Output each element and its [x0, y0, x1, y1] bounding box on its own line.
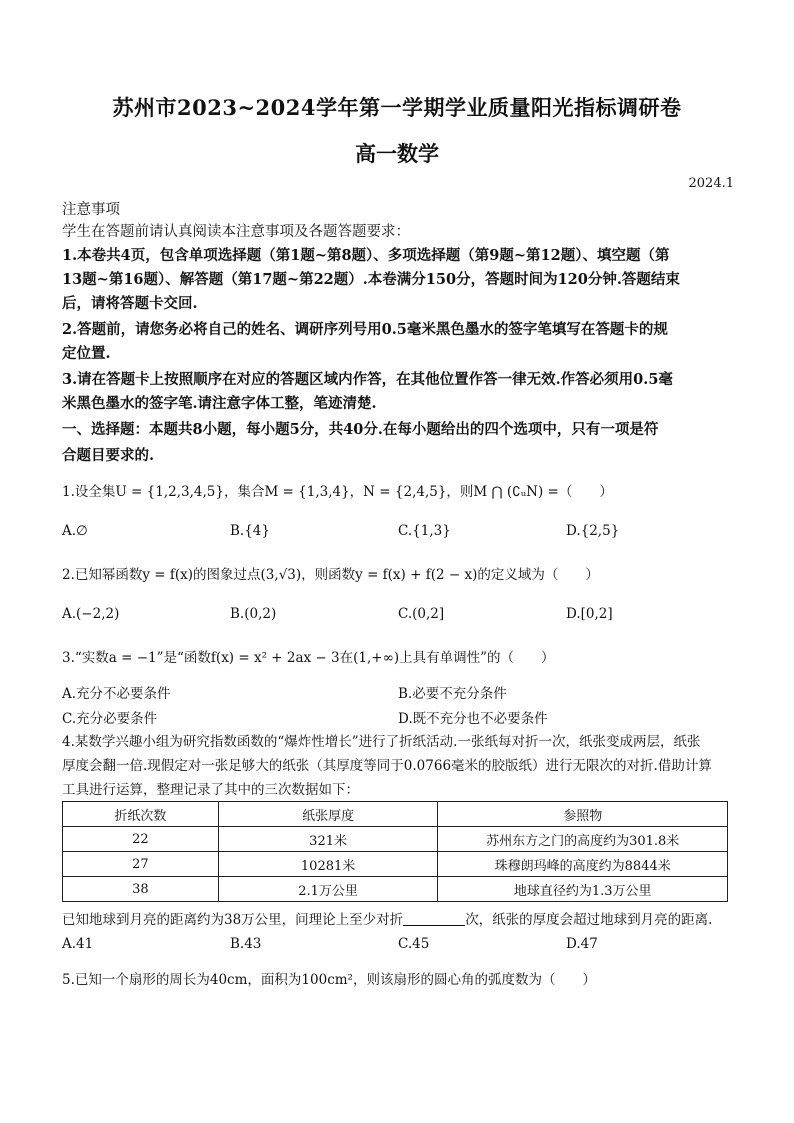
question-1-stem: 1.设全集U = {1,2,3,4,5}，集合M = {1,3,4}，N = {2,4,5}，则M ⋂ (∁ᵤN) =（ ）	[62, 484, 613, 500]
table-header-row	[63, 802, 728, 827]
exam-date: 2024.1	[688, 176, 734, 191]
q2-option-a: A.(−2,2)	[62, 606, 120, 622]
q3-option-b: B.必要不充分条件	[398, 686, 507, 702]
table-cell: 10281米	[218, 852, 438, 877]
q4-option-a: A.41	[62, 936, 94, 952]
question-5-stem: 5.已知一个扇形的周长为40cm，面积为100cm²，则该扇形的圆心角的弧度数为（ ）	[62, 972, 596, 988]
notice-item-1-line-2: 13题~第16题）、解答题（第17题~第22题）.本卷满分150分，答题时间为120分钟.答题结束	[62, 271, 680, 288]
question-4-line-3: 工具进行运算，整理记录了其中的三次数据如下：	[62, 782, 359, 798]
notice-heading: 注意事项	[62, 202, 120, 218]
q2-option-c: C.(0,2]	[398, 606, 445, 622]
exam-subtitle: 高一数学	[355, 141, 439, 166]
exam-title: 苏州市2023~2024学年第一学期学业质量阳光指标调研卷	[112, 95, 682, 120]
answer-blank	[403, 911, 465, 926]
table-row	[63, 852, 728, 877]
table-cell: 珠穆朗玛峰的高度约为8844米	[438, 852, 728, 877]
table-cell: 321米	[218, 827, 438, 852]
table-header-cell: 参照物	[438, 802, 728, 827]
q4-option-c: C.45	[398, 936, 430, 952]
q1-option-c: C.{1,3}	[398, 523, 451, 539]
question-4-followup-pre: 已知地球到月亮的距离约为38万公里，问理论上至少对折	[62, 912, 404, 928]
q2-option-b: B.(0,2)	[230, 606, 277, 622]
notice-item-2-line-2: 定位置.	[62, 345, 111, 362]
table-cell: 38	[63, 877, 219, 902]
question-4-line-1: 4.某数学兴趣小组为研究指数函数的“爆炸性增长”进行了折纸活动.一张纸每对折一次，纸张变成两层，纸张	[62, 734, 701, 750]
question-2-stem: 2.已知幂函数y = f(x)的图象过点(3,√3)，则函数y = f(x) + f(2 − x)的定义域为（ ）	[62, 567, 599, 583]
folding-data-table	[62, 801, 728, 902]
notice-intro: 学生在答题前请认真阅读本注意事项及各题答题要求：	[62, 224, 410, 240]
question-4-followup	[62, 910, 734, 930]
notice-item-1-line-1: 1.本卷共4页，包含单项选择题（第1题~第8题）、多项选择题（第9题~第12题）、填空题（第	[62, 247, 670, 264]
q2-option-d: D.[0,2]	[566, 606, 613, 622]
notice-item-3-line-1: 3.请在答题卡上按照顺序在对应的答题区域内作答，在其他位置作答一律无效.作答必须用0.5毫	[62, 371, 673, 388]
question-3-stem: 3.“实数a = −1”是“函数f(x) = x² + 2ax − 3在(1,+∞)上具有单调性”的（ ）	[62, 650, 555, 666]
q1-option-d: D.{2,5}	[566, 523, 620, 539]
notice-item-1-line-3: 后，请将答题卡交回.	[62, 295, 198, 312]
q1-option-b: B.{4}	[230, 523, 270, 539]
q1-option-a: A.∅	[62, 523, 88, 539]
q3-option-c: C.充分必要条件	[62, 711, 158, 727]
table-cell: 苏州东方之门的高度约为301.8米	[438, 827, 728, 852]
notice-item-3-line-2: 米黑色墨水的签字笔.请注意字体工整，笔迹清楚.	[62, 395, 377, 412]
table-header-cell: 纸张厚度	[218, 802, 438, 827]
q3-option-a: A.充分不必要条件	[62, 686, 171, 702]
table-header-cell: 折纸次数	[63, 802, 219, 827]
q3-option-d: D.既不充分也不必要条件	[398, 711, 548, 727]
section-1-line-1: 一、选择题：本题共8小题，每小题5分，共40分.在每小题给出的四个选项中，只有一项是符	[62, 421, 659, 438]
section-1-line-2: 合题目要求的.	[62, 447, 155, 464]
question-4-followup-post: 次，纸张的厚度会超过地球到月亮的距离.	[465, 912, 713, 928]
notice-item-2-line-1: 2.答题前，请您务必将自己的姓名、调研序列号用0.5毫米黑色墨水的签字笔填写在答题卡的规	[62, 321, 668, 338]
table-cell: 27	[63, 852, 219, 877]
table-cell: 22	[63, 827, 219, 852]
table-cell: 2.1万公里	[218, 877, 438, 902]
q4-option-d: D.47	[566, 936, 598, 952]
question-4-line-2: 厚度会翻一倍.现假定对一张足够大的纸张（其厚度等同于0.0766毫米的胶版纸）进行无限次的对折.借助计算	[62, 758, 712, 774]
table-row	[63, 827, 728, 852]
q4-option-b: B.43	[230, 936, 262, 952]
table-row	[63, 877, 728, 902]
table-cell: 地球直径约为1.3万公里	[438, 877, 728, 902]
